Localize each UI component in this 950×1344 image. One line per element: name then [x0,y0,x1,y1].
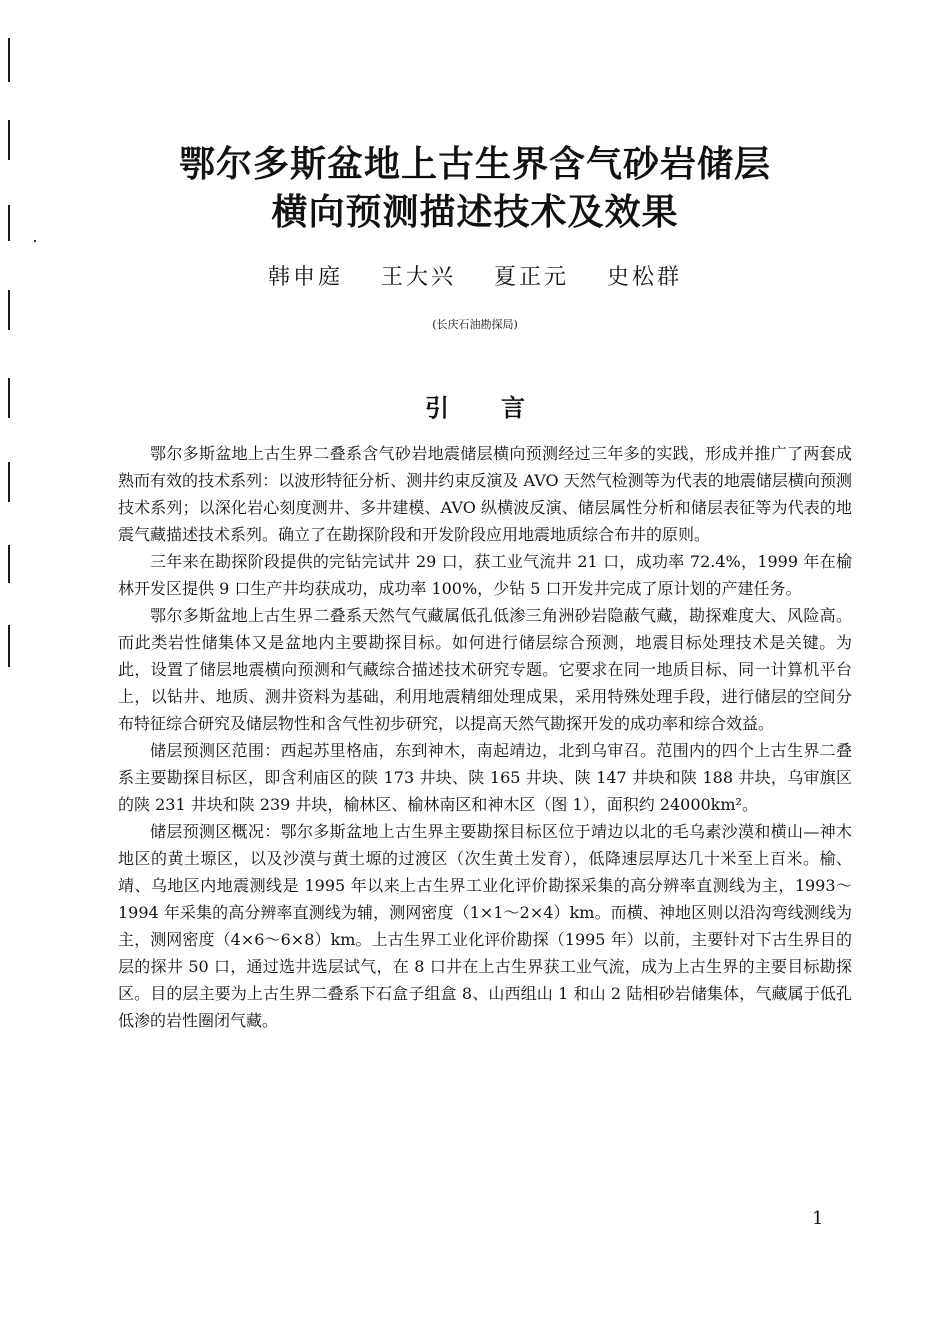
paragraph: 储层预测区范围：西起苏里格庙，东到神木，南起靖边，北到乌审召。范围内的四个上古生界二叠系主要勘探目标区，即含利庙区的陕 173 井块、陕 165 井块、陕 147 井块和陕 188 井块，乌审旗区的陕 231 井块和陕 239 井块，榆林区、榆林南区和神木区（图 1），面积约 24000km²。 [118,741,852,814]
body-text [118,440,852,1034]
paragraph: 储层预测区概况：鄂尔多斯盆地上古生界主要勘探目标区位于靖边以北的毛乌素沙漠和横山—神木地区的黄土塬区，以及沙漠与黄土塬的过渡区（次生黄土发育），低降速层厚达几十米至上百米。榆、靖、乌地区内地震测线是 1995 年以来上古生界工业化评价勘探采集的高分辨率直测线为主，1993～1994 年采集的高分辨率直测线为辅，测网密度（1×1～2×4）km。而横、神地区则以沿沟弯线测线为主，测网密度（4×6～6×8）km。上古生界工业化评价勘探（1995 年）以前，主要针对下古生界目的层的探井 50 口，通过选井选层试气，在 8 口井在上古生界获工业气流，成为上古生界的主要目标勘探区。目的层主要为上古生界二叠系下石盒子组盒 8、山西组山 1 和山 2 陆相砂岩储集体，气藏属于低孔低渗的岩性圈闭气藏。 [118,822,852,1030]
scan-margin-mark [8,625,10,667]
page-number: 1 [812,1208,824,1229]
author-affiliation: (长庆石油勘探局) [432,318,518,331]
paragraph: 鄂尔多斯盆地上古生界二叠系含气砂岩地震储层横向预测经过三年多的实践，形成并推广了两套成熟而有效的技术系列：以波形特征分析、测井约束反演及 AVO 天然气检测等为代表的地震储层横向预测技术系列；以深化岩心刻度测井、多井建模、AVO 纵横波反演、储层属性分析和储层表征等为代表的地震气藏描述技术系列。确立了在勘探阶段和开发阶段应用地震地质综合布井的原则。 [118,444,852,544]
paper-title-line-2: 横向预测描述技术及效果 [271,192,679,233]
paragraph: 鄂尔多斯盆地上古生界二叠系天然气气藏属低孔低渗三角洲砂岩隐蔽气藏，勘探难度大、风险高。而此类岩性储集体又是盆地内主要勘探目标。如何进行储层综合预测，地震目标处理技术是关键。为此，设置了储层地震横向预测和气藏综合描述技术研究专题。它要求在同一地质目标、同一计算机平台上，以钻井、地质、测井资料为基础，利用地震精细处理成果，采用特殊处理手段，进行储层的空间分布特征综合研究及储层物性和含气性初步研究，以提高天然气勘探开发的成功率和综合效益。 [118,606,852,733]
scan-margin-mark [8,462,10,502]
author-list: 韩申庭 王大兴 夏正元 史松群 [268,265,682,290]
scan-margin-mark [8,545,10,583]
paragraph: 三年来在勘探阶段提供的完钻完试井 29 口，获工业气流井 21 口，成功率 72.4%，1999 年在榆林开发区提供 9 口生产井均获成功，成功率 100%，少钻 5 口开发井完成了原计划的产建任务。 [118,552,852,598]
scan-speck [34,240,36,242]
scan-margin-mark [8,38,10,82]
paper-title-line-1: 鄂尔多斯盆地上古生界含气砂岩储层 [178,144,771,185]
section-heading-introduction: 引言 [425,394,577,422]
